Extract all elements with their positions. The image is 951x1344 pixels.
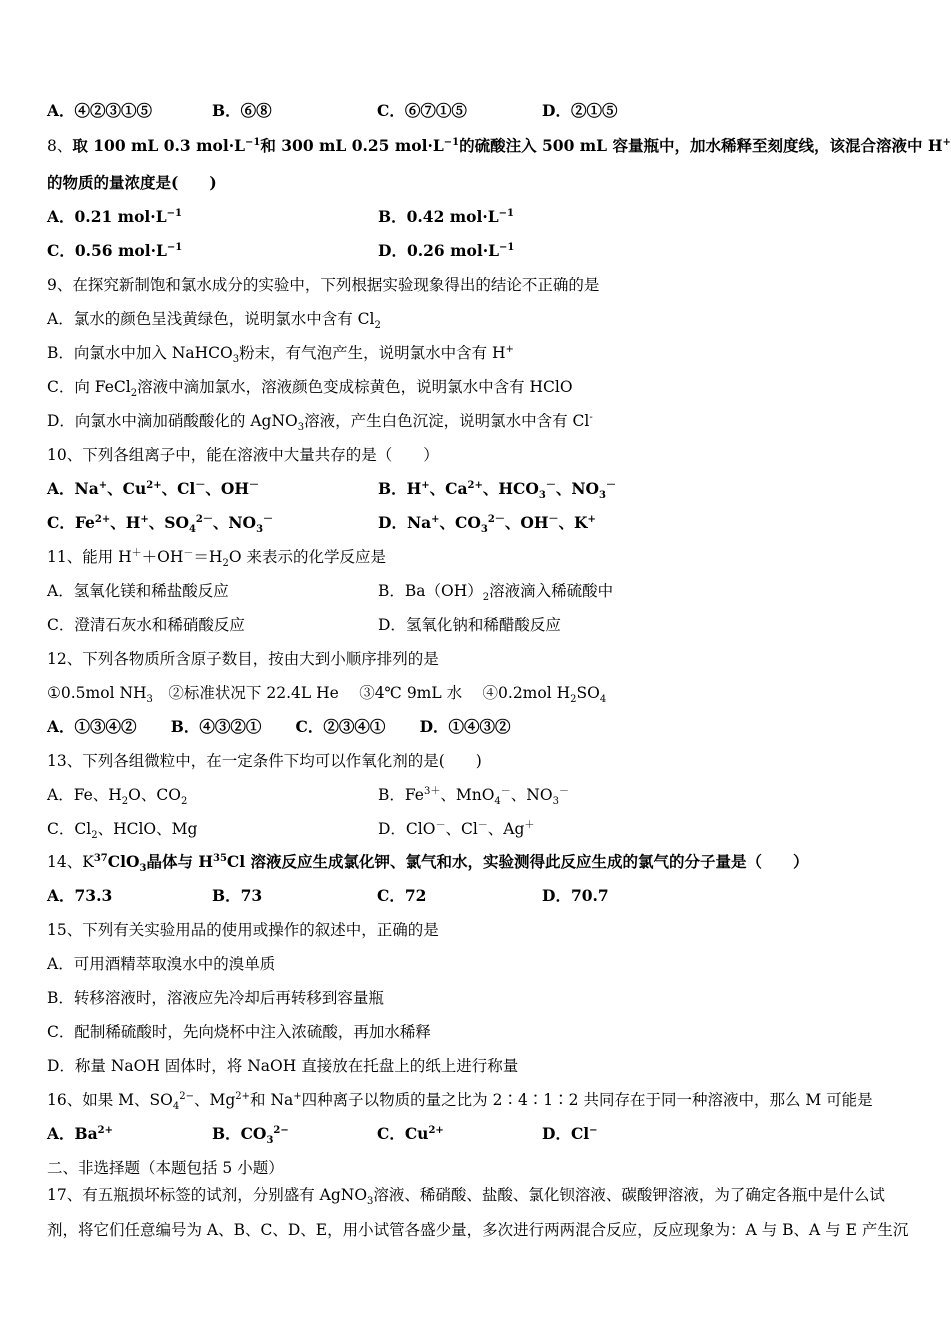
q15-option-c: C．配制稀硫酸时，先向烧杯中注入浓硫酸，再加水稀释: [47, 1023, 431, 1041]
q7-option-b: B．⑥⑧: [212, 101, 272, 120]
q13-stem: 13、下列各组微粒中，在一定条件下均可以作氧化剂的是( ): [47, 752, 482, 770]
q16-option-c: C．$Cu^{2+}$: [377, 1124, 444, 1143]
q10-option-c: C．$Fe^{2+}$、H+、$SO_4^{2-}$、$NO_3^-$: [47, 513, 274, 536]
q12-items: ①0.5mol $NH_3$ ②标准状况下 22.4L He ③4℃ 9mL 水 ④0.2mol $H_2SO_4$: [47, 684, 607, 706]
q10-options-row1: [47, 479, 616, 502]
q11-options-row1: [47, 581, 614, 604]
q7-option-a: A．④②③①⑤: [47, 101, 153, 120]
q12-option-c: C．②③④①: [295, 717, 386, 736]
q9-option-a: A．氯水的颜色呈浅黄绿色，说明氯水中含有 $Cl_2$: [47, 310, 381, 332]
q7-option-c: C．⑥⑦①⑤: [377, 101, 467, 120]
q10-stem: 10、下列各组离子中，能在溶液中大量共存的是（ ）: [47, 446, 439, 464]
q15-stem: 15、下列有关实验用品的使用或操作的叙述中，正确的是: [47, 921, 439, 939]
q16-option-b: B．$CO_3^{2-}$: [212, 1124, 289, 1147]
q13-option-c: C．$Cl_2$、HClO、Mg: [47, 820, 198, 842]
q12-option-a: A．①③④②: [47, 717, 137, 736]
q14-stem: 14、$K^{37}ClO_3$晶体与 $H^{35}Cl$ 溶液反应生成氯化钾、氯气和水，实验测得此反应生成的氯气的分子量是（ ）: [47, 852, 809, 875]
q14-option-c: C．72: [377, 886, 427, 905]
q11-option-c: C．澄清石灰水和稀硝酸反应: [47, 616, 245, 634]
q13-options-row1: [47, 785, 569, 808]
q14-option-d: D．70.7: [542, 886, 609, 905]
q16-stem: 16、如果 M、$SO_4^{2-}$、$Mg^{2+}$和 Na+四种离子以物质的量之比为 2∶4∶1∶2 共同存在于同一种溶液中，那么 M 可能是: [47, 1090, 873, 1113]
q11-option-b: B．$Ba(OH)_2$溶液滴入稀硫酸中: [378, 582, 614, 604]
q12-stem: 12、下列各物质所含原子数目，按由大到小顺序排列的是: [47, 650, 439, 668]
q8-stem: 8、取 100 mL 0.3 $mol\cdot L^{-1}$和 300 mL 0.25 $mol\cdot L^{-1}$的硫酸注入 500 mL 容量瓶中，加水稀释至刻度线，该混合溶液中 H+: [47, 136, 951, 155]
q12-option-b: B．④③②①: [170, 717, 262, 736]
q16-options: [47, 1124, 598, 1147]
q7-option-d: D．②①⑤: [542, 101, 618, 120]
q10-option-d: D．Na+、$CO_3^{2-}$、OH－、K+: [378, 513, 596, 536]
q8-option-d: D．0.26 $mol\cdot L^{-1}$: [378, 241, 515, 260]
q10-option-b: B．H+、$Ca^{2+}$、$HCO_3^-$、$NO_3^-$: [378, 479, 616, 502]
q9-option-b: B．向氯水中加入 NaHCO$_3$粉末，有气泡产生，说明氯水中含有 H+: [47, 343, 514, 366]
q10-options-row2: [47, 513, 596, 536]
q8-options-row2: [47, 241, 514, 261]
q8-stem-line2: 的物质的量浓度是( ): [47, 173, 217, 192]
q9-option-c: C．向 FeCl$_2$溶液中滴加氯水，溶液颜色变成棕黄色，说明氯水中含有 HClO: [47, 378, 573, 400]
q7-options: [47, 101, 617, 121]
q12-options: [47, 717, 511, 737]
q11-options-row2: [47, 615, 561, 635]
q16-option-a: A．$Ba^{2+}$: [47, 1124, 114, 1143]
q10-option-a: A．Na+、$Cu^{2+}$、Cl－、OH－: [47, 479, 259, 498]
q11-stem: 11、能用 $H^++OH^-=H_2O$ 来表示的化学反应是: [47, 547, 386, 570]
q14-options: [47, 886, 609, 906]
q15-option-b: B．转移溶液时，溶液应先冷却后再转移到容量瓶: [47, 989, 384, 1007]
q14-option-b: B．73: [212, 886, 263, 905]
q13-option-d: D．ClO－、Cl－、Ag＋: [378, 819, 535, 838]
q17-stem-line1: 17、有五瓶损坏标签的试剂，分别盛有 AgNO$_3$溶液、稀硝酸、盐酸、氯化钡溶液、碳酸钾溶液，为了确定各瓶中是什么试: [47, 1186, 885, 1208]
q8-option-c: C．0.56 $mol\cdot L^{-1}$: [47, 241, 183, 260]
q17-stem-line2: 剂，将它们任意编号为 A、B、C、D、E，用小试管各盛少量，多次进行两两混合反应，反应现象为：A 与 B、A 与 E 产生沉: [47, 1221, 909, 1239]
q11-option-a: A．氢氧化镁和稀盐酸反应: [47, 582, 229, 600]
q12-option-d: D．①④③②: [419, 717, 511, 736]
q15-option-a: A．可用酒精萃取溴水中的溴单质: [47, 955, 276, 973]
q13-options-row2: [47, 819, 535, 842]
q9-option-d: D．向氯水中滴加硝酸酸化的 AgNO$_3$溶液，产生白色沉淀，说明氯水中含有 Cl-: [47, 411, 593, 434]
q8-option-b: B．0.42 $mol\cdot L^{-1}$: [378, 207, 515, 226]
q14-option-a: A．73.3: [47, 886, 113, 905]
section-heading: 二、非选择题（本题包括 5 小题）: [47, 1159, 284, 1177]
q9-stem: 9、在探究新制饱和氯水成分的实验中，下列根据实验现象得出的结论不正确的是: [47, 276, 600, 294]
q11-option-d: D．氢氧化钠和稀醋酸反应: [378, 616, 561, 634]
q13-option-a: A．Fe、$H_2O$、$CO_2$: [47, 786, 188, 808]
q16-option-d: D．Cl−: [542, 1124, 598, 1143]
q8-option-a: A．0.21 $mol\cdot L^{-1}$: [47, 207, 182, 226]
q15-option-d: D．称量 NaOH 固体时，将 NaOH 直接放在托盘上的纸上进行称量: [47, 1057, 519, 1075]
q13-option-b: B．$Fe^{3+}$、MnO$_4$－、$NO_3^-$: [378, 785, 569, 808]
q8-options-row1: [47, 207, 514, 227]
